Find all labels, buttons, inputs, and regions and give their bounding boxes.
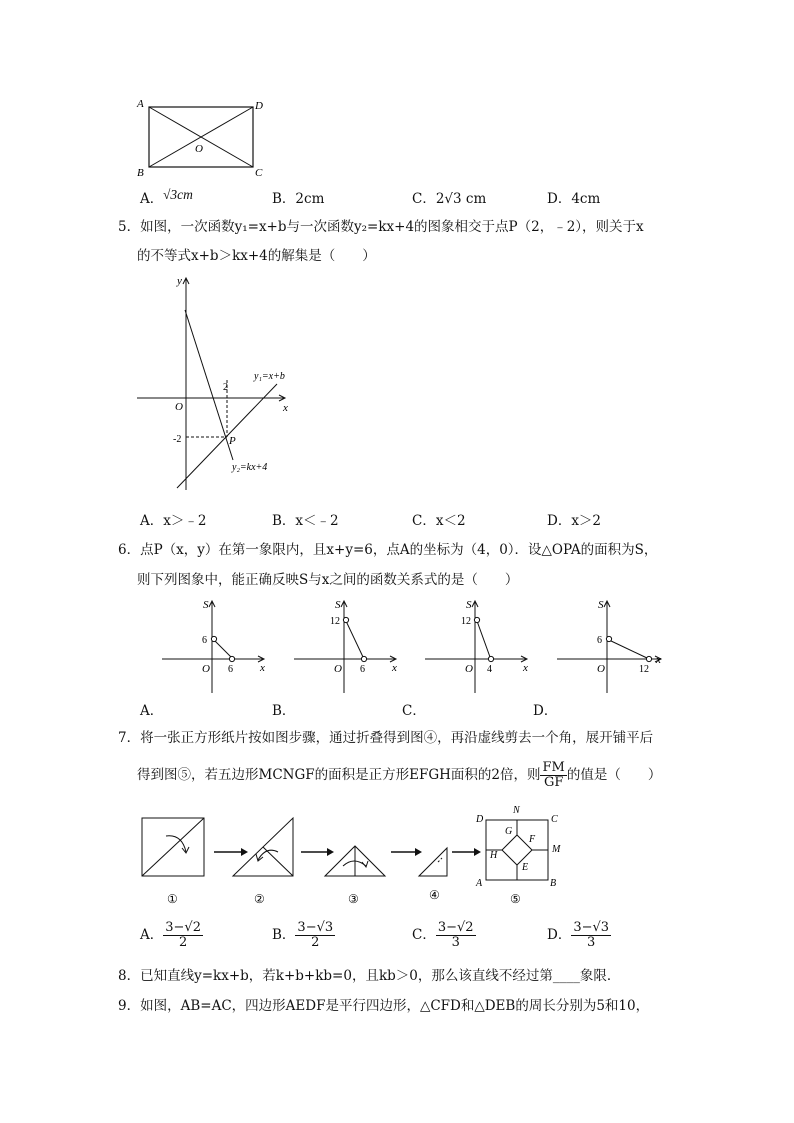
q6-option-d: D． bbox=[533, 703, 558, 719]
q7-fraction bbox=[540, 761, 566, 790]
q6-option-b: B． bbox=[272, 703, 296, 719]
q7-line1: 7．将一张正方形纸片按如图步骤，通过折叠得到图④，再沿虚线剪去一个角，展开铺平后 bbox=[118, 730, 654, 746]
q5-point-p: P bbox=[229, 435, 236, 447]
q5-line1-label: y₁=x+b bbox=[254, 371, 285, 382]
q6-graph-d bbox=[555, 597, 670, 697]
fig5-n: N bbox=[513, 805, 520, 816]
q7-option-b-label: B． bbox=[272, 927, 296, 943]
q5-line2: 的不等式x+b＞kx+4的解集是（ ） bbox=[137, 248, 376, 264]
fig5-f: F bbox=[529, 834, 536, 845]
q6d-x-tick: 12 bbox=[639, 664, 649, 675]
q6a-x-tick: 6 bbox=[228, 664, 233, 675]
q6c-y-tick: 12 bbox=[461, 616, 471, 627]
q6d-s-label: S bbox=[598, 599, 604, 611]
fig5-g: G bbox=[505, 826, 513, 837]
label-b: B bbox=[137, 167, 144, 179]
q7-line2-end: 的值是（ ） bbox=[566, 767, 662, 783]
q5-origin: O bbox=[175, 401, 183, 413]
q5-graph bbox=[135, 272, 305, 497]
q7-option-c bbox=[412, 921, 476, 950]
q6-graph-c bbox=[423, 597, 538, 697]
label-o: O bbox=[195, 143, 203, 155]
rectangle-figure bbox=[135, 96, 275, 180]
fig5-b: B bbox=[550, 878, 557, 889]
q6b-y-tick: 12 bbox=[330, 616, 340, 627]
step-2-label: ② bbox=[254, 892, 265, 906]
q7-line2 bbox=[137, 761, 661, 790]
q5-option-b: B．x＜﹣2 bbox=[272, 513, 339, 529]
q6-graph-a bbox=[160, 597, 275, 697]
q6-option-a: A． bbox=[140, 703, 164, 719]
q6c-s-label: S bbox=[466, 599, 472, 611]
q7-option-a-den: 2 bbox=[178, 935, 188, 950]
q6b-x-tick: 6 bbox=[360, 664, 365, 675]
q7-option-a-label: A． bbox=[140, 927, 164, 943]
fig5-h: H bbox=[490, 850, 498, 861]
fig5-e: E bbox=[522, 862, 529, 873]
q6a-x-label: x bbox=[260, 662, 265, 674]
q6a-s-label: S bbox=[203, 599, 209, 611]
q6b-x-label: x bbox=[392, 662, 397, 674]
q7-option-d-label: D． bbox=[547, 927, 572, 943]
q6b-s-label: S bbox=[335, 599, 341, 611]
q7-option-b-num: 3−√3 bbox=[297, 920, 334, 935]
q6c-x-tick: 4 bbox=[487, 664, 492, 675]
q4-option-a-label: A． bbox=[140, 191, 164, 207]
label-a: A bbox=[137, 98, 144, 110]
q6a-origin: O bbox=[202, 663, 210, 675]
q7-option-b bbox=[272, 921, 335, 950]
q6c-origin: O bbox=[465, 663, 473, 675]
q6b-origin: O bbox=[334, 663, 342, 675]
q5-option-a: A．x＞﹣2 bbox=[140, 513, 207, 529]
step-3-label: ③ bbox=[348, 892, 359, 906]
q6-line1: 6．点P（x，y）在第一象限内，且x+y=6，点A的坐标为（4，0）．设△OPA的面积为S， bbox=[118, 542, 658, 558]
q4-option-a: √3cm bbox=[163, 187, 193, 202]
q6-line2: 则下列图象中，能正确反映S与x之间的函数关系式的是（ ） bbox=[137, 572, 519, 588]
folding-steps-figure bbox=[138, 800, 578, 910]
q6-option-c: C． bbox=[402, 703, 426, 719]
q5-x-label: x bbox=[283, 402, 288, 414]
q7-option-c-label: C． bbox=[412, 927, 436, 943]
q7-option-c-den: 3 bbox=[451, 935, 460, 950]
q7-option-d-den: 3 bbox=[587, 935, 596, 950]
fig5-m: M bbox=[552, 844, 561, 855]
q7-option-d bbox=[547, 921, 611, 950]
q5-y-label: y bbox=[177, 275, 182, 287]
q5-tick-2: 2 bbox=[223, 382, 228, 393]
q7-frac-den: GF bbox=[543, 775, 564, 790]
q4-option-c: C．2√3 cm bbox=[412, 191, 487, 207]
q6d-y-tick: 6 bbox=[597, 635, 602, 646]
fig5-a: A bbox=[476, 878, 483, 889]
q5-option-d: D．x＞2 bbox=[547, 513, 602, 529]
q5-line2-label: y₂=kx+4 bbox=[232, 462, 268, 473]
q6d-origin: O bbox=[597, 663, 605, 675]
q7-frac-num: FM bbox=[542, 760, 565, 775]
label-c: C bbox=[255, 167, 263, 179]
fig5-d: D bbox=[476, 814, 484, 825]
q7-option-d-num: 3−√3 bbox=[573, 920, 610, 935]
step-1-label: ① bbox=[167, 892, 178, 906]
fig5-c: C bbox=[551, 814, 558, 825]
q7-option-b-den: 2 bbox=[311, 935, 320, 950]
q4-option-b: B．2cm bbox=[272, 191, 325, 207]
step-5-label: ⑤ bbox=[510, 892, 521, 906]
q6d-x-label: x bbox=[656, 654, 661, 666]
q6a-y-tick: 6 bbox=[202, 635, 207, 646]
q4-option-d: D．4cm bbox=[547, 191, 601, 207]
q5-line1: 5．如图，一次函数y₁=x+b与一次函数y₂=kx+4的图象相交于点P（2，﹣2），则关于x bbox=[118, 219, 644, 235]
q9-line: 9．如图，AB=AC，四边形AEDF是平行四边形，△CFD和△DEB的周长分别为5和10， bbox=[118, 998, 650, 1014]
q5-option-c: C．x＜2 bbox=[412, 513, 466, 529]
q8-line: 8．已知直线y=kx+b，若k+b+kb=0，且kb＞0，那么该直线不经过第____象限． bbox=[118, 968, 621, 984]
step-4-label: ④ bbox=[429, 888, 440, 902]
label-d: D bbox=[255, 100, 263, 112]
q6-graph-b bbox=[292, 597, 407, 697]
q6c-x-label: x bbox=[523, 662, 528, 674]
q7-line2-start: 得到图⑤，若五边形MCNGF的面积是正方形EFGH面积的2倍，则 bbox=[137, 767, 541, 783]
q5-tick-neg2: -2 bbox=[173, 434, 182, 445]
q7-option-a-num: 3−√2 bbox=[165, 920, 201, 935]
q7-option-a bbox=[140, 921, 203, 950]
q7-option-c-num: 3−√2 bbox=[437, 920, 474, 935]
